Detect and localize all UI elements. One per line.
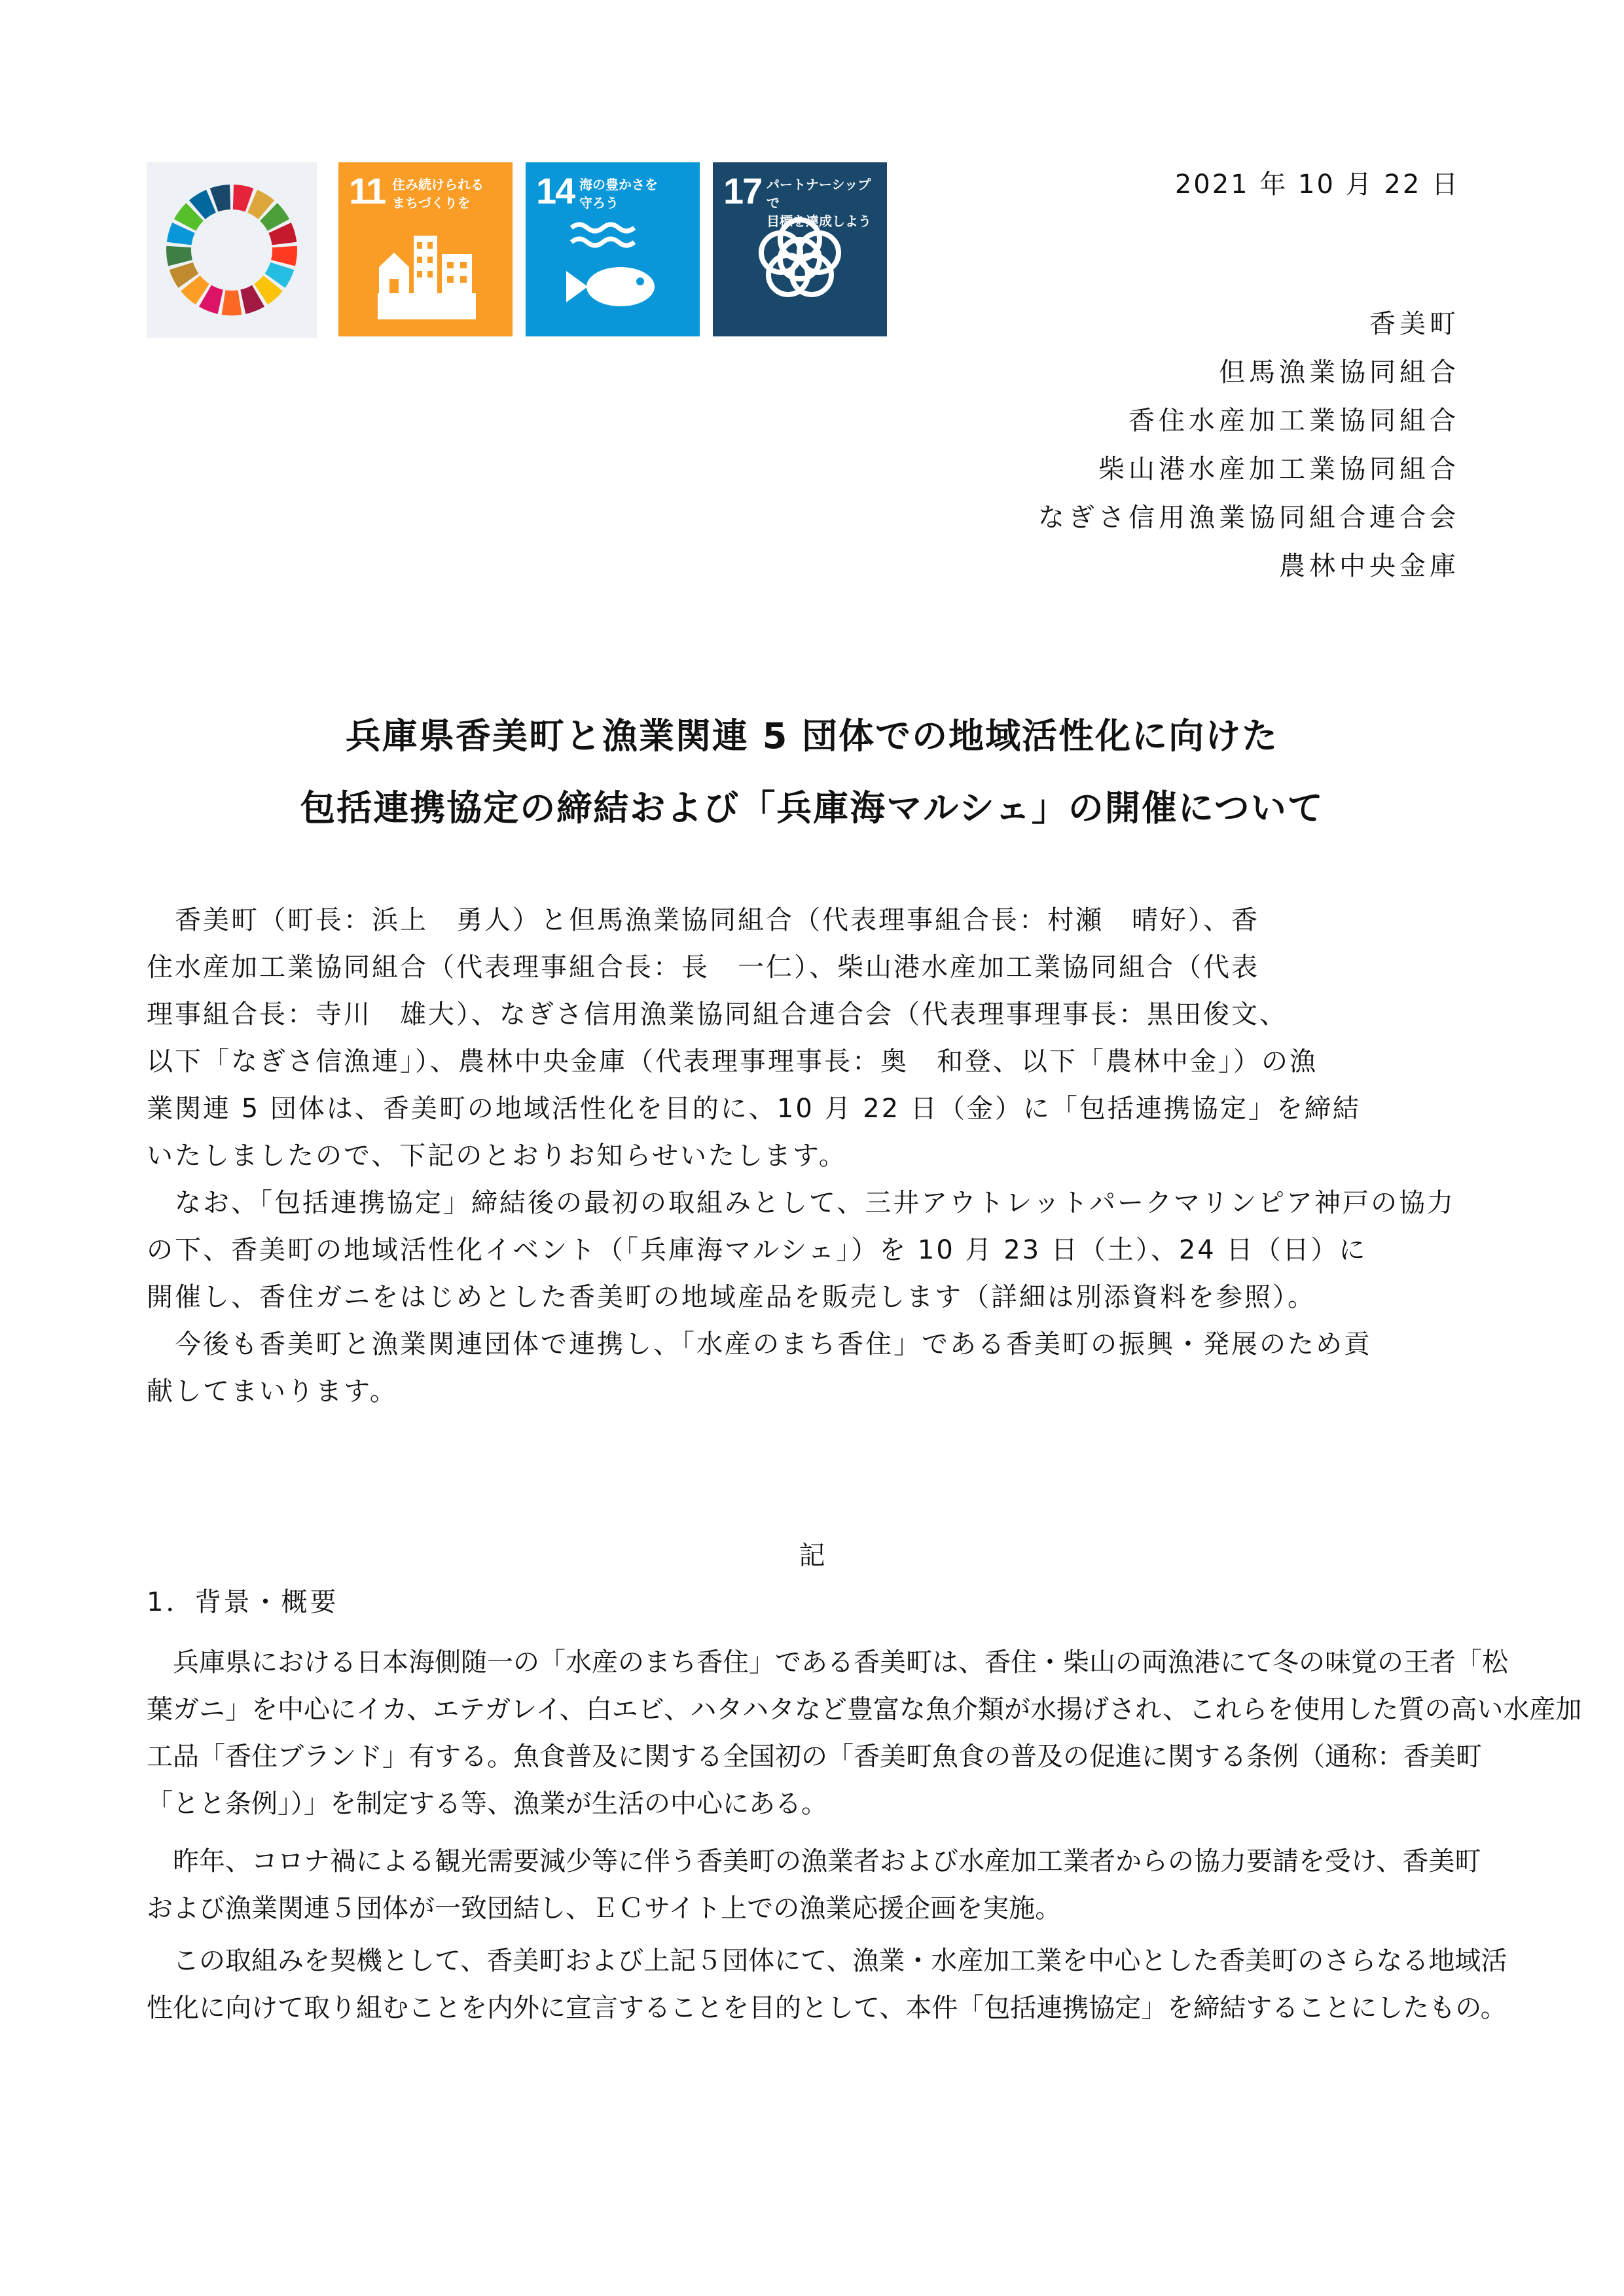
- org-name: 但馬漁業協同組合: [1219, 357, 1460, 387]
- text-line: 献してまいります。: [147, 1376, 398, 1407]
- text-line: 「とと条例」）」を制定する等、漁業が生活の中心にある。: [147, 1789, 827, 1819]
- text-line: いたしましたので、下記のとおりお知らせいたします。: [147, 1141, 847, 1171]
- section-heading: 1．背景・概要: [147, 1587, 339, 1617]
- text-line: この取組みを契機として、香美町および上記５団体にて、漁業・水産加工業を中心とした香美町のさらなる地域活: [147, 1946, 1507, 1976]
- text-line: 香美町（町長：浜上 勇人）と但馬漁業協同組合（代表理事組合長：村瀬 晴好）、香: [147, 905, 1259, 935]
- text-line: 住水産加工業協同組合（代表理事組合長：長 一仁）、柴山港水産加工業協同組合（代表: [147, 952, 1259, 982]
- intro-paragraph: [147, 1179, 1462, 1321]
- text-line: 兵庫県における日本海側随一の「水産のまち香住」である香美町は、香住・柴山の両漁港にて冬の味覚の王者「松: [147, 1647, 1508, 1677]
- intro-paragraph: [147, 1321, 1462, 1415]
- sdg-tile-14: [526, 162, 700, 336]
- sdg-number: 17: [723, 170, 762, 211]
- text-line: 理事組合長：寺川 雄大）、なぎさ信用漁業協同組合連合会（代表理事理事長：黒田俊文、: [147, 999, 1288, 1030]
- title-line: 兵庫県香美町と漁業関連 5 団体での地域活性化に向けた: [345, 715, 1279, 757]
- intro-paragraph: [147, 897, 1462, 1179]
- background-paragraph: [147, 1937, 1507, 2032]
- background-paragraph: [147, 1639, 1582, 1827]
- sdg-wheel-logo: [147, 162, 317, 338]
- sdg-wheel-icon: [147, 162, 317, 338]
- sdg-caption: パートナーシップで 目標を達成しよう: [767, 177, 871, 229]
- title-line: 包括連携協定の締結および「兵庫海マルシェ」の開催について: [300, 787, 1324, 829]
- org-name: 農林中央金庫: [1279, 551, 1460, 581]
- sdg-number: 14: [536, 170, 575, 211]
- text-line: 昨年、コロナ禍による観光需要減少等に伴う香美町の漁業者および水産加工業者からの協力要請を受け、香美町: [147, 1846, 1481, 1876]
- sdg-tile-17: [713, 162, 887, 336]
- text-line: 性化に向けて取り組むことを内外に宣言することを目的として、本件「包括連携協定」を締結することにしたもの。: [147, 1993, 1507, 2023]
- text-line: 葉ガニ」を中心にイカ、エテガレイ、白エビ、ハタハタなど豊富な魚介類が水揚げされ、これらを使用した質の高い水産加: [147, 1695, 1582, 1725]
- text-line: 以下「なぎさ信漁連」）、農林中央金庫（代表理事理事長：奥 和登、以下「農林中金」）の漁: [147, 1047, 1318, 1077]
- text-line: 工品「香住ブランド」有する。魚食普及に関する全国初の「香美町魚食の普及の促進に関する条例（通称：香美町: [147, 1742, 1482, 1772]
- org-name: なぎさ信用漁業協同組合連合会: [1038, 503, 1460, 533]
- text-line: 今後も香美町と漁業関連団体で連携し、「水産のまち香住」である香美町の振興・発展のため貢: [147, 1329, 1372, 1359]
- document-date: 2021 年 10 月 22 日: [1174, 170, 1460, 200]
- org-name: 香美町: [1369, 309, 1460, 339]
- text-line: 業関連 5 団体は、香美町の地域活性化を目的に、10 月 22 日（金）に「包括連携協定」を締結: [147, 1094, 1361, 1124]
- text-line: なお、「包括連携協定」締結後の最初の取組みとして、三井アウトレットパークマリンピア神戸の協力: [147, 1188, 1455, 1218]
- wheel-segment: [166, 246, 192, 266]
- org-name: 柴山港水産加工業協同組合: [1098, 454, 1460, 484]
- sdg-number: 11: [349, 170, 386, 211]
- text-line: の下、香美町の地域活性化イベント（「兵庫海マルシェ」）を 10 月 23 日（土）、24 日（日）に: [147, 1235, 1367, 1265]
- sdg-caption: 住み続けられる まちづくりを: [392, 177, 484, 211]
- wheel-segment: [222, 290, 242, 315]
- ki-heading: 記: [799, 1541, 825, 1571]
- text-line: および漁業関連５団体が一致団結し、ＥＣサイト上での漁業応援企画を実施。: [147, 1893, 1062, 1924]
- org-name: 香住水産加工業協同組合: [1128, 406, 1460, 436]
- sdg-caption: 海の豊かさを 守ろう: [579, 177, 658, 211]
- sdg-tile-11: [338, 162, 513, 336]
- background-paragraph: [147, 1838, 1481, 1932]
- document-title: [0, 700, 1624, 844]
- text-line: 開催し、香住ガニをはじめとした香美町の地域産品を販売します（詳細は別添資料を参照）。: [147, 1282, 1316, 1312]
- wheel-segment: [271, 246, 297, 266]
